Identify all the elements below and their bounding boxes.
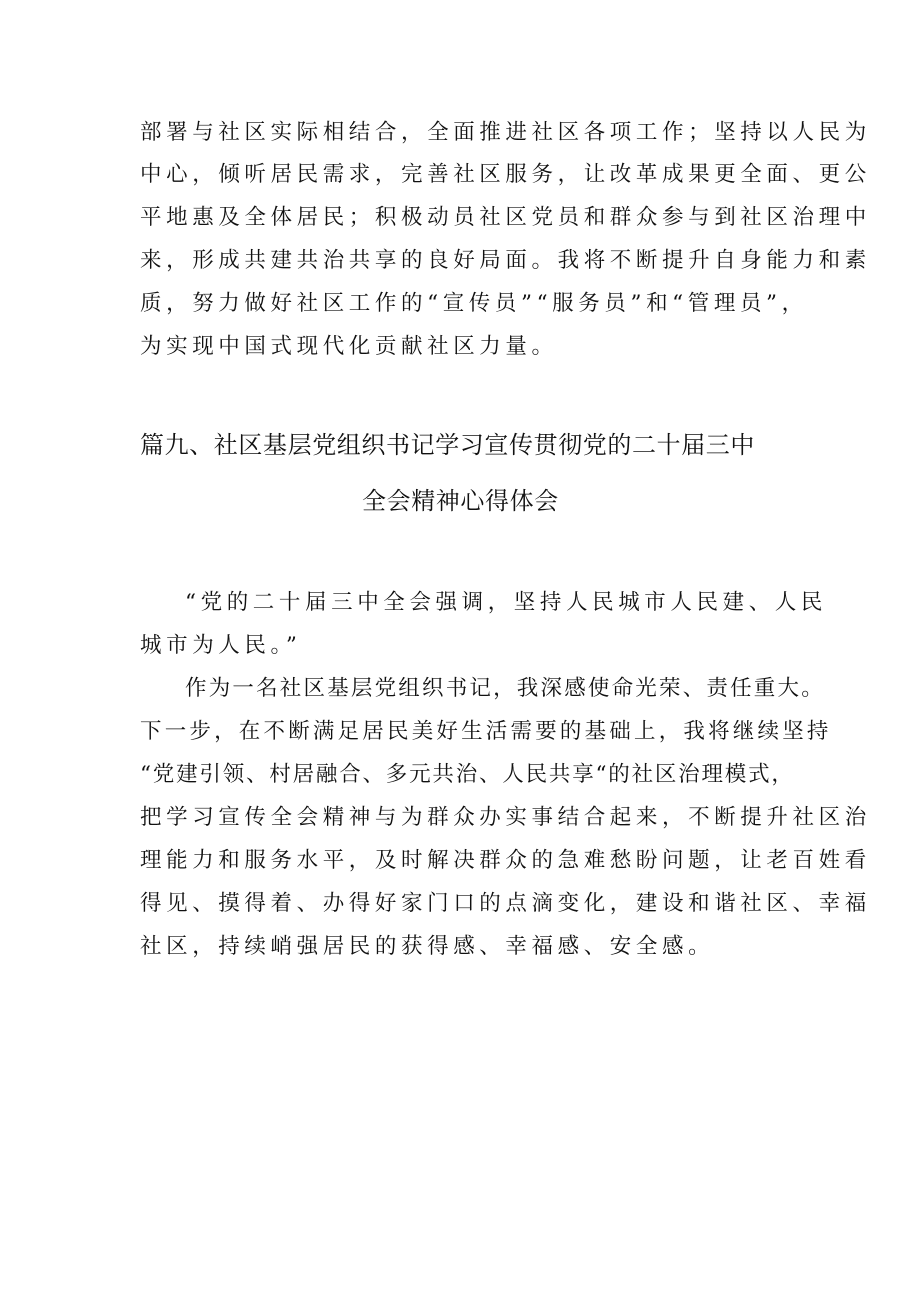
section-title-line-2: 全会精神心得体会 — [362, 487, 559, 515]
paragraph-line: 把学习宣传全会精神与为群众办实事结合起来，不断提升社区治 — [140, 805, 871, 830]
paragraph-line: 中心，倾听居民需求，完善社区服务，让改革成果更全面、更公 — [140, 162, 871, 187]
paragraph-line: “党的二十届三中全会强调，坚持人民城市人民建、人民 — [185, 590, 827, 615]
paragraph-line: 来，形成共建共治共享的良好局面。我将不断提升自身能力和素 — [140, 248, 871, 273]
paragraph-line: “党建引领、村居融合、多元共治、人民共享“的社区治理模式， — [140, 762, 795, 787]
paragraph-line: 作为一名社区基层党组织书记，我深感使命光荣、责任重大。 — [185, 676, 825, 701]
paragraph-line: 为实现中国式现代化贡献社区力量。 — [140, 334, 558, 359]
paragraph-line: 部署与社区实际相结合，全面推进社区各项工作；坚持以人民为 — [140, 120, 871, 145]
paragraph-line: 理能力和服务水平，及时解决群众的急难愁盼问题，让老百姓看 — [140, 848, 871, 873]
paragraph-line: 平地惠及全体居民；积极动员社区党员和群众参与到社区治理中 — [140, 205, 871, 230]
paragraph-line: 质，努力做好社区工作的“宣传员”“服务员”和“管理员”， — [140, 291, 808, 316]
paragraph-line: 得见、摸得着、办得好家门口的点滴变化，建设和谐社区、幸福 — [140, 891, 871, 916]
paragraph-line: 下一步，在不断满足居民美好生活需要的基础上，我将继续坚持 — [140, 719, 832, 744]
section-title-line-1: 篇九、社区基层党组织书记学习宣传贯彻党的二十届三中 — [140, 431, 755, 459]
paragraph-line: 城市为人民。” — [140, 633, 302, 658]
paragraph-line: 社区，持续峭强居民的获得感、幸福感、安全感。 — [140, 934, 715, 959]
